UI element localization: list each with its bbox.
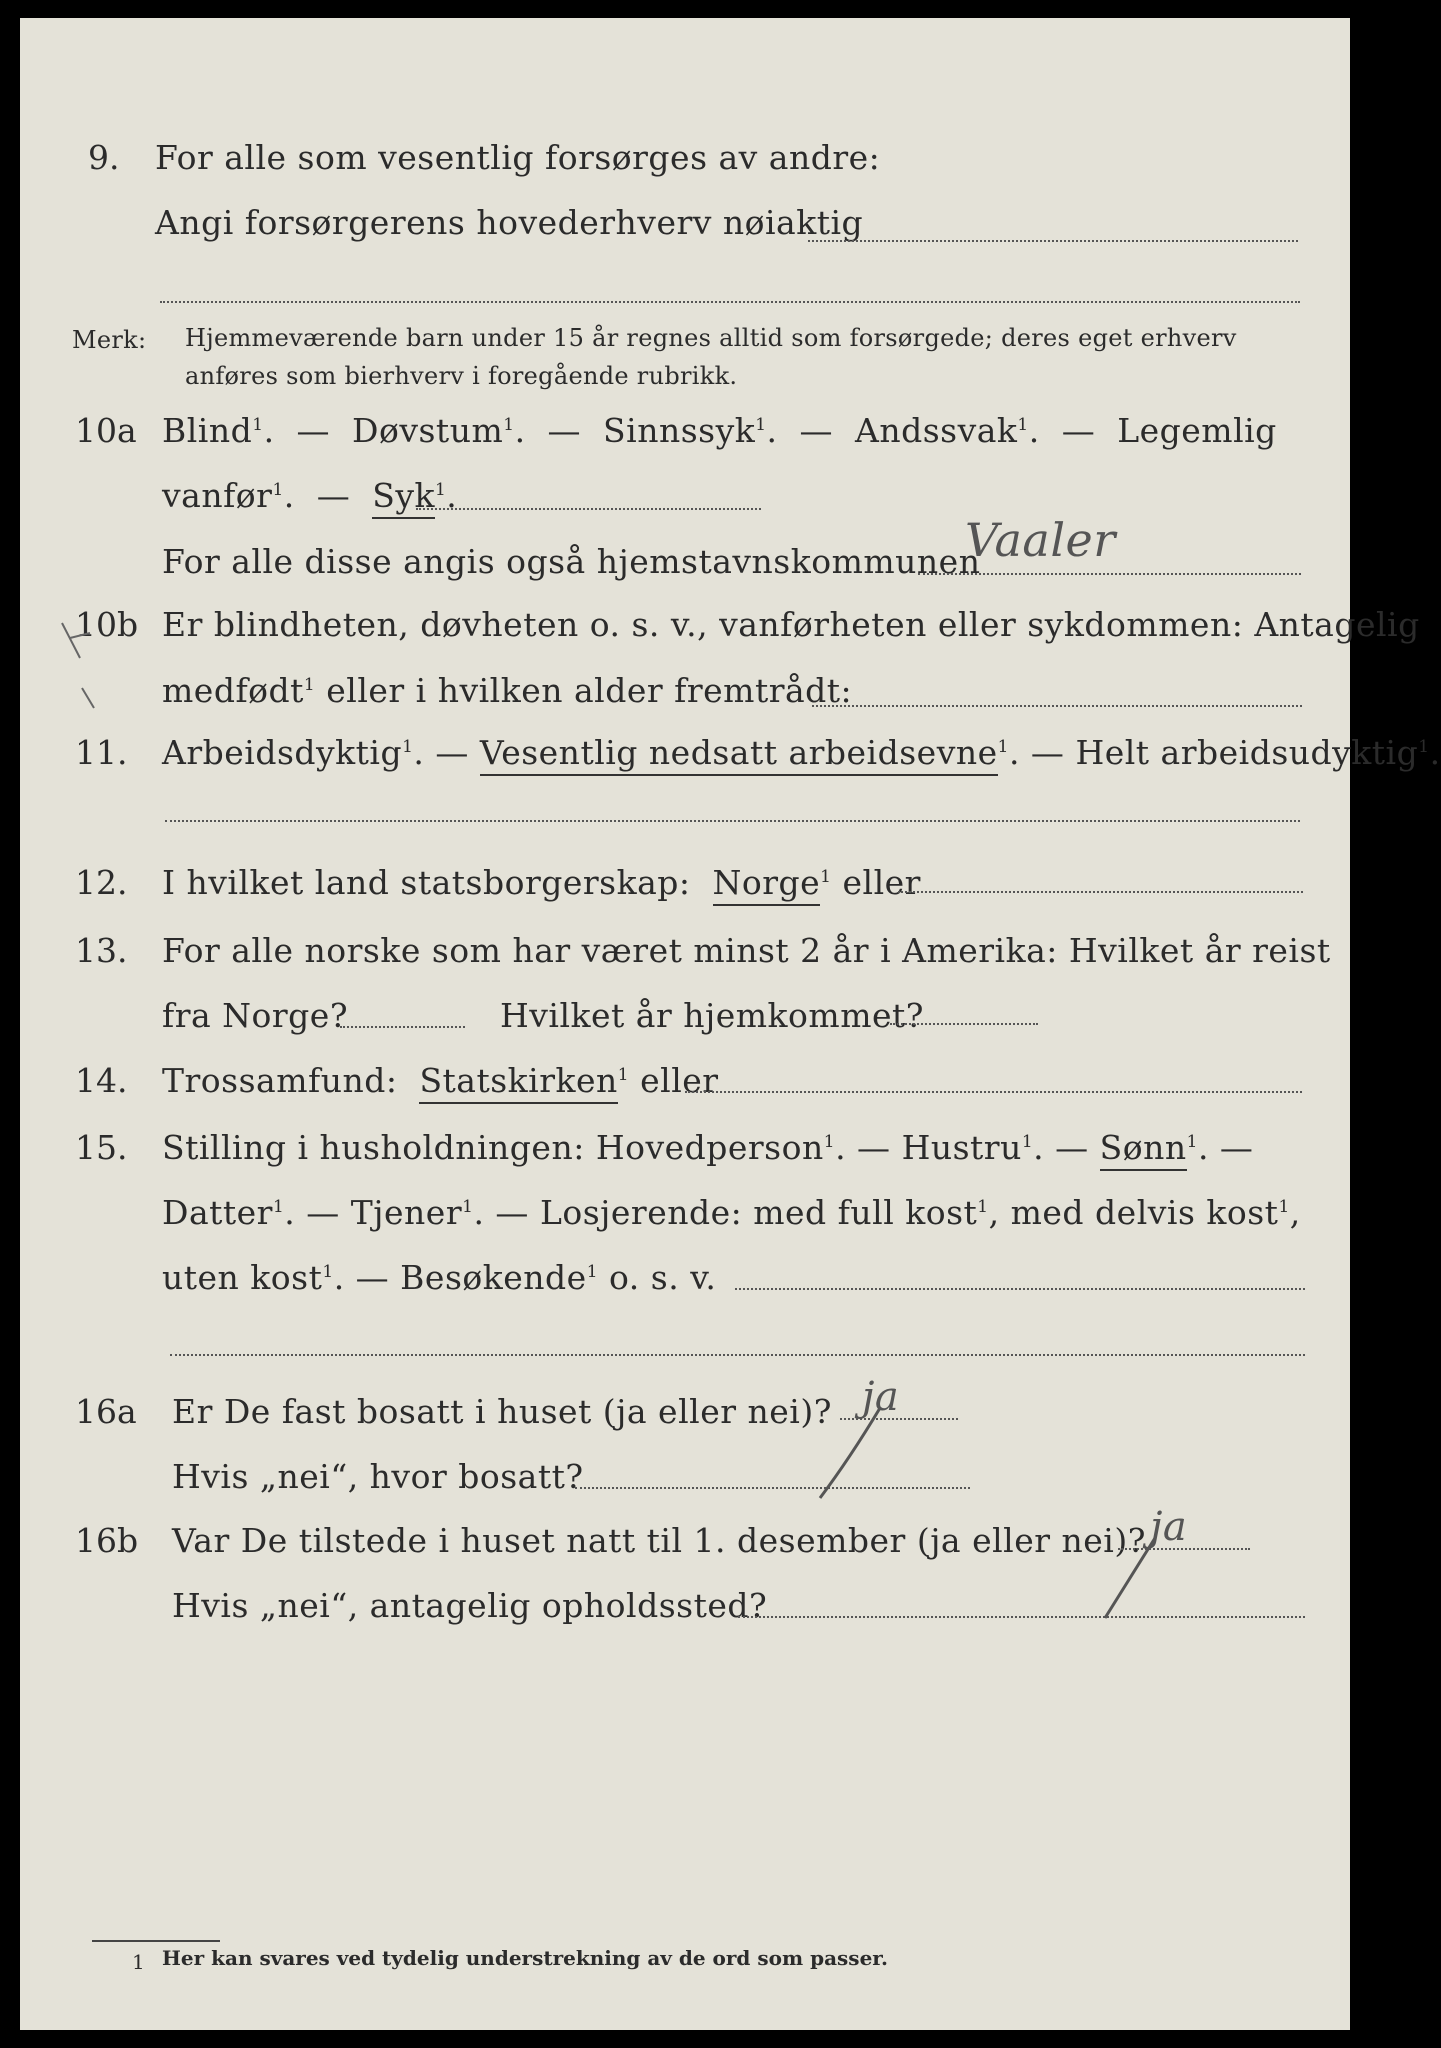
option-uten-kost[interactable]: uten kost (162, 1258, 323, 1297)
q10a-handwritten-answer: Vaaler (965, 513, 1116, 567)
q15-number: 15. (75, 1128, 128, 1167)
q11-number: 11. (75, 733, 128, 772)
option-besokende[interactable]: Besøkende (400, 1258, 587, 1297)
q16a-line1: Er De fast bosatt i huset (ja eller nei)? (172, 1392, 832, 1431)
option-hovedperson[interactable]: Stilling i husholdningen: Hovedperson (162, 1128, 824, 1167)
handwriting-strokes (20, 18, 1350, 2030)
merk-line2: anføres som bierhverv i foregående rubrikk. (185, 362, 738, 390)
option-full-kost[interactable]: Losjerende: med full kost (539, 1193, 978, 1232)
q16b-handwritten-answer: ja (1150, 1504, 1188, 1550)
q13-line2a: fra Norge? (162, 996, 349, 1035)
q11-line: Arbeidsdyktig$^1$. — Vesentlig nedsatt arbeidsevne$^1$. — Helt arbeidsudyktig$^1$. (162, 733, 1441, 772)
footnote-mark: 1 (132, 1950, 145, 1974)
option-tjener[interactable]: Tjener (350, 1193, 463, 1232)
q16b-number: 16b (75, 1521, 139, 1560)
option-arbeidsdyktig[interactable]: Arbeidsdyktig (162, 733, 403, 772)
option-medfodt[interactable]: medfødt (162, 671, 304, 710)
q9-line1: For alle som vesentlig forsørges av andre: (155, 138, 881, 177)
q16b-line2: Hvis „nei“, antagelig opholdssted? (172, 1586, 768, 1625)
merk-line1: Hjemmeværende barn under 15 år regnes alltid som forsørgede; deres eget erhverv (185, 324, 1237, 352)
q15-line3: uten kost$^1$. — Besøkende$^1$ o. s. v. (162, 1258, 717, 1297)
q10a-line2: vanfør$^1$. — Syk$^1$. (162, 476, 457, 515)
option-andssvak[interactable]: Andssvak (855, 411, 1018, 450)
q16b-line1: Var De tilstede i huset natt til 1. desember (ja eller nei)? (172, 1521, 1146, 1560)
option-helt-arbeidsudyktig[interactable]: Helt arbeidsudyktig (1075, 733, 1419, 772)
option-norge[interactable]: Norge (713, 863, 821, 906)
q10b-line2: medfødt$^1$ eller i hvilken alder fremtrådt: (162, 671, 853, 710)
option-sonn[interactable]: Sønn (1100, 1128, 1187, 1171)
q16a-handwritten-answer: ja (862, 1374, 900, 1420)
q10b-number: 10b (75, 605, 139, 644)
q13-line1: For alle norske som har været minst 2 år i Amerika: Hvilket år reist (162, 931, 1331, 970)
option-sinnssyk[interactable]: Sinnssyk (603, 411, 756, 450)
option-hustru[interactable]: Hustru (901, 1128, 1022, 1167)
option-dovstum[interactable]: Døvstum (352, 411, 504, 450)
q14-number: 14. (75, 1061, 128, 1100)
census-form-page (20, 18, 1441, 2030)
q15-line2: Datter$^1$. — Tjener$^1$. — Losjerende: med full kost$^1$, med delvis kost$^1$, (162, 1193, 1301, 1232)
merk-label: Merk: (72, 326, 147, 354)
q13-line2b: Hvilket år hjemkommet? (500, 996, 924, 1035)
option-datter[interactable]: Datter (162, 1193, 273, 1232)
option-vanfor[interactable]: vanfør (162, 476, 273, 515)
q12-number: 12. (75, 863, 128, 902)
option-blind[interactable]: Blind (162, 411, 253, 450)
footnote-text: Her kan svares ved tydelig understrekning av de ord som passer. (162, 1946, 888, 1970)
q10b-line1: Er blindheten, døvheten o. s. v., vanførheten eller sykdommen: Antagelig (162, 605, 1420, 644)
q10a-number: 10a (75, 411, 137, 450)
q15-line1: Stilling i husholdningen: Hovedperson$^1$. — Hustru$^1$. — Sønn$^1$. — (162, 1128, 1253, 1167)
q16a-number: 16a (75, 1392, 137, 1431)
q13-number: 13. (75, 931, 128, 970)
footnote-rule (92, 1940, 220, 1942)
q14-line: Trossamfund: Statskirken$^1$ eller (162, 1061, 719, 1100)
option-legemlig[interactable]: Legemlig (1117, 411, 1277, 450)
option-statskirken[interactable]: Statskirken (419, 1061, 617, 1104)
q12-line: I hvilket land statsborgerskap: Norge$^1$ eller (162, 863, 921, 902)
q9-number: 9. (88, 138, 120, 177)
q9-line2: Angi forsørgerens hovederhverv nøiaktig (155, 203, 864, 242)
q10a-line3: For alle disse angis også hjemstavnskommunen (162, 542, 981, 581)
option-delvis-kost[interactable]: med delvis kost (1010, 1193, 1279, 1232)
q16a-line2: Hvis „nei“, hvor bosatt? (172, 1457, 584, 1496)
option-syk[interactable]: Syk (372, 476, 435, 519)
q10a-line1: Blind$^1$. — Døvstum$^1$. — Sinnssyk$^1$. — Andssvak$^1$. — Legemlig (162, 411, 1277, 450)
option-vesentlig-nedsatt[interactable]: Vesentlig nedsatt arbeidsevne (480, 733, 998, 776)
